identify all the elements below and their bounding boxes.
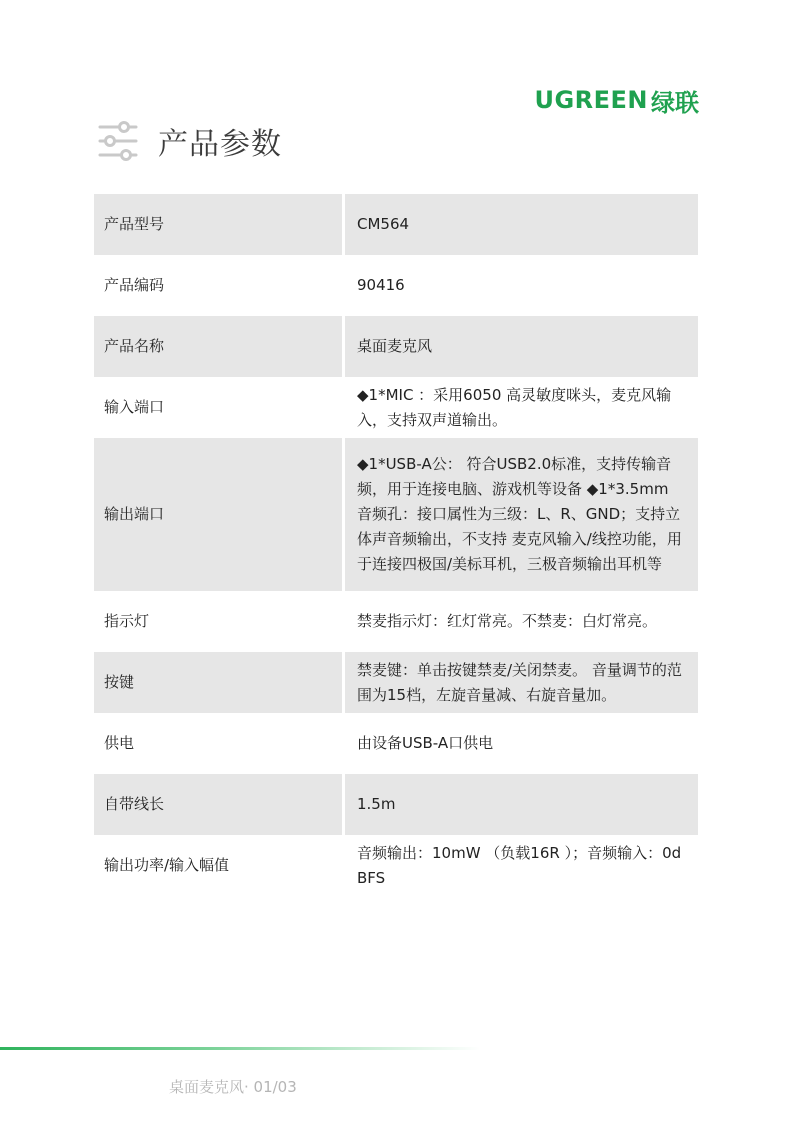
spec-value: ◆1*MIC ：采用6050 高灵敏度咪头，麦克风输入，支持双声道输出。 xyxy=(344,377,699,438)
spec-value: 禁麦键：单击按键禁麦/关闭禁麦。 音量调节的范围为15档，左旋音量减、右旋音量加。 xyxy=(344,652,699,713)
spec-value: 禁麦指示灯：红灯常亮。不禁麦：白灯常亮。 xyxy=(344,591,699,652)
spec-value: 桌面麦克风 xyxy=(344,316,699,377)
spec-key: 输出功率/输入幅值 xyxy=(104,856,230,874)
table-row xyxy=(94,713,698,774)
section-header xyxy=(96,118,282,164)
sliders-icon xyxy=(96,121,140,161)
table-row xyxy=(94,377,698,438)
spec-key: 产品编码 xyxy=(104,276,165,294)
table-row xyxy=(94,255,698,316)
spec-value: 90416 xyxy=(344,255,699,316)
brand-logo xyxy=(505,84,699,116)
brand-logo-latin: UGREEN xyxy=(534,86,648,114)
spec-table xyxy=(94,194,698,896)
spec-value: CM564 xyxy=(344,194,699,255)
table-row xyxy=(94,774,698,835)
spec-key: 输入端口 xyxy=(104,398,165,416)
spec-value: ◆1*USB-A公： 符合USB2.0标准，支持传输音频，用于连接电脑、游戏机等设备 ◆1*3.5mm 音频孔：接口属性为三级：L、R、GND；支持立体声音频输出，不支持 麦克风输入/线控功能，用于连接四极国/美标耳机，三极音频输出耳机等 xyxy=(344,438,699,591)
spec-key: 输出端口 xyxy=(94,438,344,591)
table-row xyxy=(94,591,698,652)
spec-key: 按键 xyxy=(94,652,344,713)
table-row xyxy=(94,652,698,713)
spec-key: 指示灯 xyxy=(104,612,150,630)
brand-logo-cjk: 绿联 xyxy=(651,88,699,117)
table-row xyxy=(94,835,698,896)
spec-value: 1.5m xyxy=(344,774,699,835)
spec-key: 供电 xyxy=(104,734,135,752)
page-title: 产品参数 xyxy=(158,127,282,162)
page-footer: 桌面麦克风· 01/03 xyxy=(169,1078,297,1096)
spec-key: 产品名称 xyxy=(94,316,344,377)
table-row xyxy=(94,316,698,377)
spec-key: 自带线长 xyxy=(94,774,344,835)
table-row xyxy=(94,438,698,591)
spec-value: 音频输出：10mW （负载16R ）；音频输入：0dBFS xyxy=(344,835,699,896)
footer-divider xyxy=(0,1047,480,1050)
table-row xyxy=(94,194,698,255)
spec-key: 产品型号 xyxy=(94,194,344,255)
spec-value: 由设备USB-A口供电 xyxy=(344,713,699,774)
